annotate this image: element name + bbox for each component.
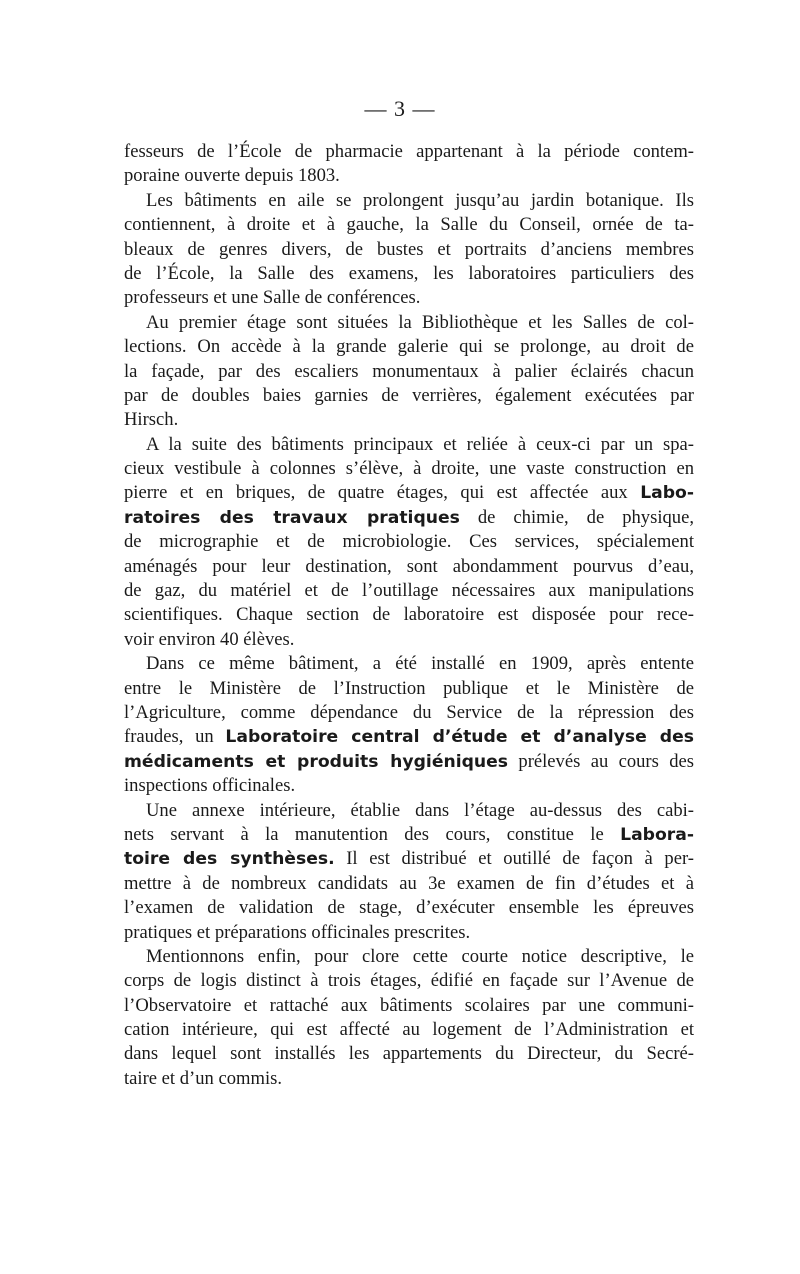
bold-term: Labo- <box>640 483 694 504</box>
text-line: Dans ce même bâtiment, a été installé en 1909, après entente <box>146 653 694 675</box>
text-line: A la suite des bâtiments principaux et reliée à ceux-ci par un spa- <box>146 433 694 455</box>
text-line: mettre à de nombreux candidats au 3e examen de fin d’études et à <box>124 872 694 894</box>
text-line: voir environ 40 élèves. <box>124 628 295 650</box>
page-number: — 3 — <box>364 96 436 121</box>
text-line: Hirsch. <box>124 409 179 431</box>
text-line: cation intérieure, qui est affecté au logement de l’Administration et <box>124 1019 694 1041</box>
text-line: l’examen de validation de stage, d’exécuter ensemble les épreuves <box>124 897 694 919</box>
bold-term: toire des synthèses. <box>124 849 335 870</box>
text-line: l’Observatoire et rattaché aux bâtiments scolaires par une communi- <box>124 994 694 1016</box>
text-line: médicaments et produits hygiéniques prélevés au cours des <box>124 750 694 772</box>
text-line: aménagés pour leur destination, sont abondamment pourvus d’eau, <box>124 555 694 577</box>
text-line: de micrographie et de microbiologie. Ces services, spécialement <box>124 531 694 553</box>
body-text <box>124 140 694 1091</box>
text-line: entre le Ministère de l’Instruction publique et le Ministère de <box>124 677 694 699</box>
text-line: fraudes, un Laboratoire central d’étude et d’analyse des <box>124 726 694 748</box>
text-line: inspections officinales. <box>124 775 296 797</box>
text-line: taire et d’un commis. <box>124 1067 283 1089</box>
text-line: la façade, par des escaliers monumentaux à palier éclairés chacun <box>124 360 694 382</box>
text-line: de l’École, la Salle des examens, les laboratoires particuliers des <box>124 262 694 284</box>
text-line: toire des synthèses. Il est distribué et outillé de façon à per- <box>124 848 694 870</box>
text-line: l’Agriculture, comme dépendance du Service de la répression des <box>124 701 694 723</box>
text-line: pierre et en briques, de quatre étages, qui est affectée aux Labo- <box>124 482 694 504</box>
text-line: professeurs et une Salle de conférences. <box>124 287 421 309</box>
text-line: corps de logis distinct à trois étages, édifié en façade sur l’Avenue de <box>124 970 694 992</box>
text-line: Mentionnons enfin, pour clore cette courte notice descriptive, le <box>146 945 694 967</box>
text-line: Une annexe intérieure, établie dans l’étage au-dessus des cabi- <box>146 799 694 821</box>
bold-term: ratoires des travaux pratiques <box>124 507 460 528</box>
text-line: fesseurs de l’École de pharmacie appartenant à la période contem- <box>124 141 694 162</box>
text-line: lections. On accède à la grande galerie qui se prolonge, au droit de <box>124 336 694 358</box>
text-line: nets servant à la manutention des cours, constitue le Labora- <box>124 823 694 845</box>
text-line: scientifiques. Chaque section de laboratoire est disposée pour rece- <box>124 604 694 626</box>
text-line: pratiques et préparations officinales prescrites. <box>124 921 471 943</box>
bold-term: Labora- <box>620 824 694 845</box>
text-line: Les bâtiments en aile se prolongent jusqu’au jardin botanique. Ils <box>146 189 694 211</box>
text-line: cieux vestibule à colonnes s’élève, à droite, une vaste construction en <box>124 458 694 480</box>
text-line: de gaz, du matériel et de l’outillage nécessaires aux manipulations <box>124 580 694 602</box>
text-line: poraine ouverte depuis 1803. <box>124 165 340 187</box>
text-line: Au premier étage sont situées la Bibliothèque et les Salles de col- <box>146 311 694 333</box>
text-line: par de doubles baies garnies de verrières, également exécutées par <box>124 384 694 406</box>
text-line: contiennent, à droite et à gauche, la Salle du Conseil, ornée de ta- <box>124 214 694 236</box>
bold-term: Laboratoire central d’étude et d’analyse des <box>225 727 694 748</box>
text-line: bleaux de genres divers, de bustes et portraits d’anciens membres <box>124 238 694 260</box>
text-line: ratoires des travaux pratiques de chimie, de physique, <box>124 506 694 528</box>
text-line: dans lequel sont installés les appartements du Directeur, du Secré- <box>124 1043 694 1065</box>
bold-term: médicaments et produits hygiéniques <box>124 751 509 772</box>
